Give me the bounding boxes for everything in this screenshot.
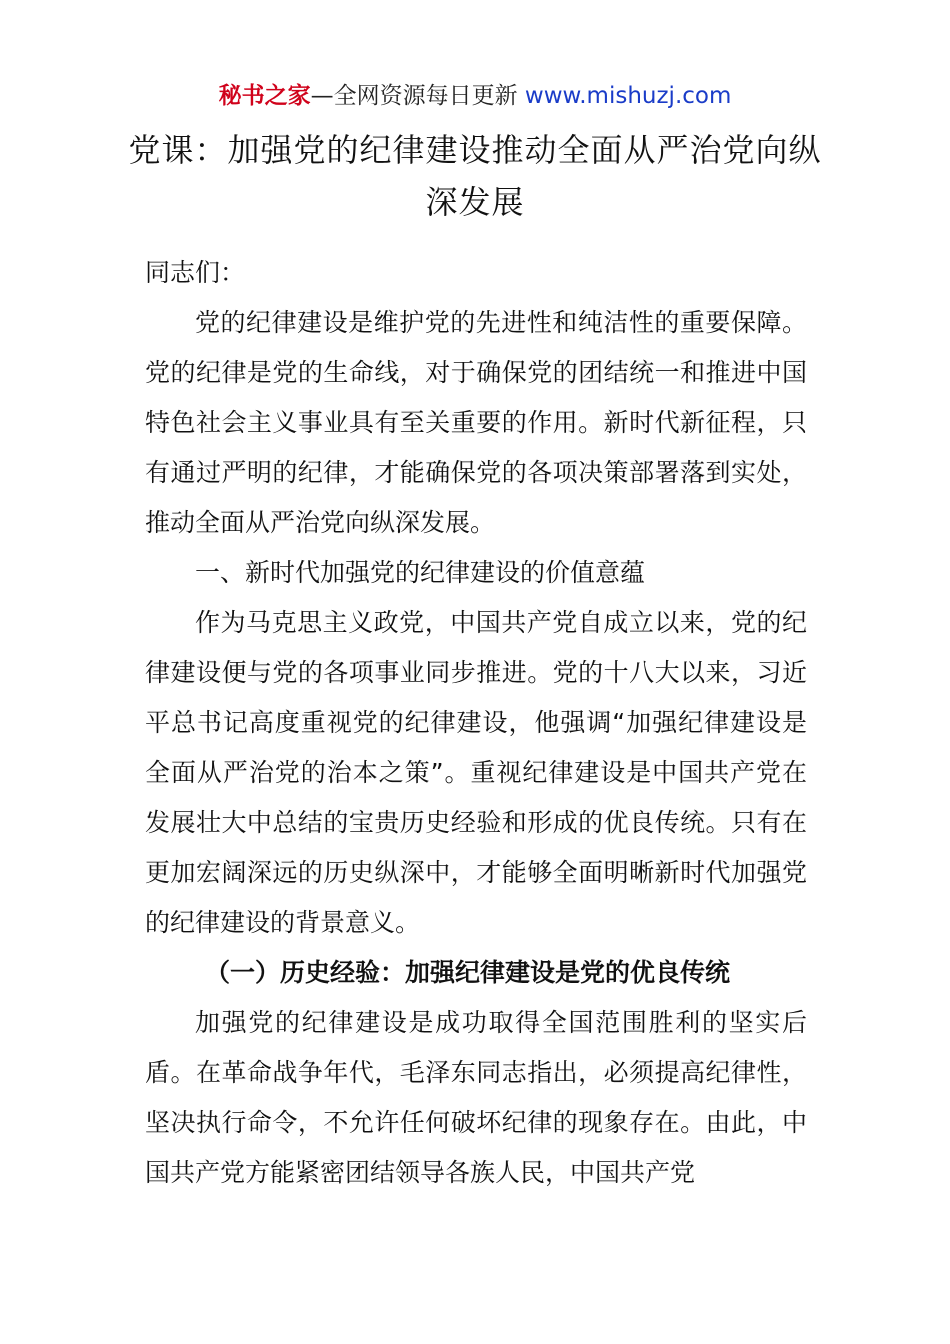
salutation: 同志们：	[145, 258, 246, 287]
paragraph-intro: 党的纪律建设是维护党的先进性和纯洁性的重要保障。党的纪律是党的生命线，对于确保党的团结统一和推进中国特色社会主义事业具有至关重要的作用。新时代新征程，只有通过严明的纪律，才能确保党的各项决策部署落到实处，推动全面从严治党向纵深发展。	[145, 308, 807, 537]
subsection-heading-1: （一）历史经验：加强纪律建设是党的优良传统	[205, 958, 731, 987]
banner-tagline: —全网资源每日更新	[310, 83, 518, 109]
paragraph-history: 加强党的纪律建设是成功取得全国范围胜利的坚实后盾。在革命战争年代，毛泽东同志指出，必须提高纪律性，坚决执行命令，不允许任何破坏纪律的现象存在。由此，中国共产党方能紧密团结领导各族人民，中国共产党	[145, 1008, 807, 1187]
banner-brand: 秘书之家	[218, 83, 311, 109]
paragraph-value: 作为马克思主义政党，中国共产党自成立以来，党的纪律建设便与党的各项事业同步推进。党的十八大以来，习近平总书记高度重视党的纪律建设，他强调“加强纪律建设是全面从严治党的治本之策”。重视纪律建设是中国共产党在发展壮大中总结的宝贵历史经验和形成的优良传统。只有在更加宏阔深远的历史纵深中，才能够全面明晰新时代加强党的纪律建设的背景意义。	[145, 608, 807, 937]
section-heading-1: 一、新时代加强党的纪律建设的价值意蕴	[195, 558, 646, 587]
document-title: 党课：加强党的纪律建设推动全面从严治党向纵深发展	[128, 131, 822, 221]
site-banner	[0, 80, 950, 112]
document-body	[145, 248, 807, 1198]
banner-url[interactable]: www.mishuzj.com	[524, 83, 732, 109]
